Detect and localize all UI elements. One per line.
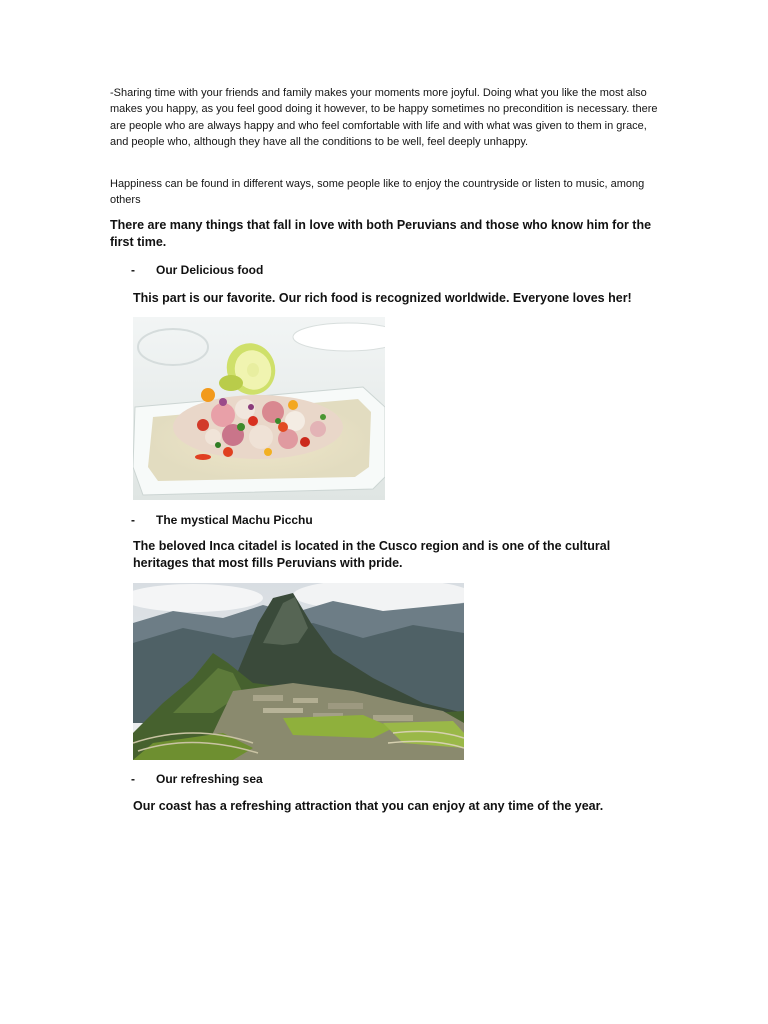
bullet-dash: - [131, 772, 135, 786]
lead-paragraph: There are many things that fall in love with both Peruvians and those who know him for the first time. [110, 218, 652, 249]
food-text: This part is our favorite. Our rich food is recognized worldwide. Everyone loves her! [133, 291, 632, 305]
machu-picchu-photo-icon [133, 583, 464, 760]
bullet-dash: - [131, 263, 135, 277]
bullet-dash: - [131, 513, 135, 527]
machu-picchu-heading: The mystical Machu Picchu [156, 513, 313, 527]
ceviche-photo-icon [133, 317, 385, 500]
sea-text: Our coast has a refreshing attraction that you can enjoy at any time of the year. [133, 799, 604, 813]
sea-heading: Our refreshing sea [156, 772, 263, 786]
bullet-sea [131, 771, 263, 787]
machu-picchu-text: The beloved Inca citadel is located in the Cusco region and is one of the cultural heritages that most fills Peruvians with pride. [133, 539, 611, 570]
bullet-food [131, 262, 263, 278]
intro-paragraph: -Sharing time with your friends and family makes your moments more joyful. Doing what you like the most also makes you happy, as you feel good doing it however, to be happy sometimes no precondition is necessary. there are people who are always happy and who feel comfortable with life and with what was given to them in grace, and people who, although they have all the conditions to be well, feel deeply unhappy. [110, 87, 658, 148]
happiness-paragraph: Happiness can be found in different ways, some people like to enjoy the countryside or listen to music, among others [110, 178, 645, 207]
food-heading: Our Delicious food [156, 263, 264, 277]
bullet-machu-picchu [131, 512, 313, 528]
